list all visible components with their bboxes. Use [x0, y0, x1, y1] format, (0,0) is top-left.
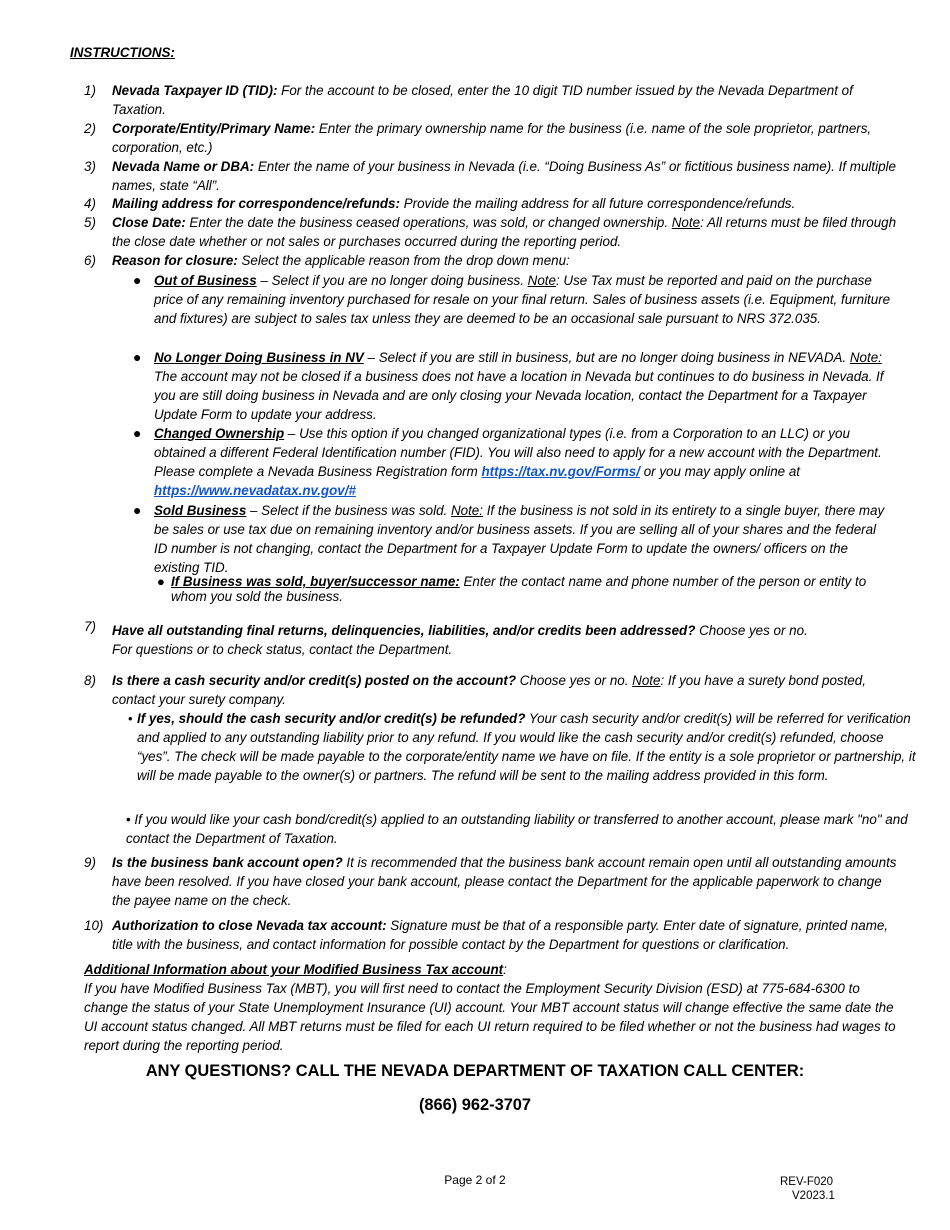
bullet-icon: ● — [133, 349, 142, 365]
note-label: Note — [527, 273, 556, 288]
item-title: Nevada Taxpayer ID (TID): — [112, 83, 278, 98]
item-title: Authorization to close Nevada tax account: — [112, 918, 387, 933]
reason-text: – Select if the business was sold. — [246, 503, 451, 518]
item-text: Provide the mailing address for all future correspondence/refunds. — [399, 196, 796, 211]
reason-text: – Select if you are still in business, but are no longer doing business in NEVADA. — [363, 350, 850, 365]
bullet-icon: • — [126, 812, 131, 827]
instruction-item-1 — [84, 81, 904, 119]
additional-text: If you have Modified Business Tax (MBT), you will first need to contact the Employment Security Division (ESD) at 775-684-6300 to change the status of your State Unemployment Insurance (UI) account. Your MBT account status will change effective the same date the UI account status changed. All MBT returns must be filed for each UI return required to be filed whether or not the business had wages to report during the reporting period. — [84, 981, 896, 1053]
reason-text: The account may not be closed if a business does not have a location in Nevada but continues to do business in Nevada. If you are still doing business in Nevada and are only closing your Nevada location, contact the Department for a Taxpayer Update Form to update your address. — [154, 369, 884, 422]
item-title: Nevada Name or DBA: — [112, 159, 255, 174]
instruction-item-5 — [84, 213, 904, 251]
refund-no-text: If you would like your cash bond/credit(s) applied to an outstanding liability or transferred to another account, please mark "no" and contact the Department of Taxation. — [126, 812, 908, 846]
reason-text: – Use this option if you changed organizational types (i.e. from a Corporation to an LLC) or you obtained a different Federal Identification number (FID). You will also need to apply for a new account with the Department. Please complete a Nevada Business Registration form — [154, 426, 882, 479]
item-title: Mailing address for correspondence/refunds: — [112, 196, 400, 211]
item-number: 10) — [84, 918, 104, 933]
item-number: 6) — [84, 253, 96, 268]
forms-link[interactable]: https://tax.nv.gov/Forms/ — [481, 464, 640, 479]
reason-text: or you may apply online at — [639, 464, 801, 479]
item-number: 5) — [84, 215, 96, 230]
bullet-icon: ● — [133, 502, 142, 518]
item-text: : All returns must be filed through the close date whether or not sales or purchases occurred during the reporting period. — [112, 215, 897, 249]
reason-title: Changed Ownership — [154, 426, 285, 441]
form-version: V2023.1 — [792, 1190, 835, 1202]
bullet-icon: • — [128, 711, 133, 726]
page-number: Page 2 of 2 — [444, 1173, 506, 1187]
reason-changed-ownership — [133, 424, 893, 500]
note-label: Note — [671, 215, 701, 230]
bullet-icon: ● — [157, 574, 165, 589]
item-text: Choose yes or no. — [695, 623, 808, 638]
reason-text: : Use Tax must be reported and paid on the purchase price of any remaining inventory purchased for resale on your final return. Sales of business assets (i.e. Equipment, furniture and fixtures) are subject to sales tax unless they are deemed to be an occasional sale pursuant to NRS 372.035. — [154, 273, 891, 326]
item-text: For questions or to check status, contact the Department. — [112, 642, 453, 657]
bullet-icon: ● — [133, 272, 142, 288]
item-text: Enter the primary ownership name for the business (i.e. name of the sole proprietor, partners, corporation, etc.) — [112, 121, 872, 155]
refund-title: If yes, should the cash security and/or credit(s) be refunded? — [137, 711, 526, 726]
item-text: Enter the date the business ceased operations, was sold, or changed ownership. — [185, 215, 672, 230]
instruction-item-7 — [84, 617, 904, 659]
item-title: Reason for closure: — [112, 253, 238, 268]
additional-colon: : — [503, 962, 507, 977]
item-text: Enter the name of your business in Nevada (i.e. “Doing Business As” or fictitious business name). If multiple names, state “All”. — [112, 159, 896, 193]
item-title: Corporate/Entity/Primary Name: — [112, 121, 316, 136]
item-number: 3) — [84, 159, 96, 174]
refund-text: Your cash security and/or credit(s) will be referred for verification and applied to any outstanding liability prior to any refund. If you would like the cash security and/or credit(s) refunded, choose “yes”. The check will be made payable to the corporate/entity name we have on file. If the entity is a sole proprietor or partnership, it will be made payable to the owner(s) or partners. The refund will be sent to the mailing address provided in this form. — [137, 711, 916, 783]
item-number: 9) — [84, 855, 96, 870]
item-number: 7) — [84, 619, 96, 634]
item-text: For the account to be closed, enter the 10 digit TID number issued by the Nevada Department of Taxation. — [112, 83, 853, 117]
instruction-item-6 — [84, 251, 904, 270]
reason-text: – Select if you are no longer doing business. — [256, 273, 528, 288]
note-label: Note: — [849, 350, 882, 365]
item-text: Signature must be that of a responsible party. Enter date of signature, printed name, title with the business, and contact information for possible contact by the Department for questions or clarification. — [112, 918, 889, 952]
item-text: Choose yes or no. — [516, 673, 633, 688]
item-text: Select the applicable reason from the drop down menu: — [237, 253, 570, 268]
reason-text: If the business is not sold in its entirety to a single buyer, there may be sales or use tax due on remaining inventory and/or business assets. If you are selling all of your shares and the federal ID number is not changing, contact the Department for a Taxpayer Update Form to update the owners/ officers on the existing TID. — [154, 503, 885, 575]
instruction-item-9 — [84, 853, 904, 910]
instruction-item-2 — [84, 119, 904, 157]
form-id: REV-F020 — [780, 1176, 834, 1188]
reason-title: Out of Business — [154, 273, 257, 288]
item-title: Have all outstanding final returns, delinquencies, liabilities, and/or credits been addressed? — [112, 623, 696, 638]
refund-yes-bullet — [128, 709, 918, 785]
item-number: 8) — [84, 673, 96, 688]
note-label: Note: — [450, 503, 483, 518]
nevadatax-link[interactable]: https://www.nevadatax.nv.gov/# — [154, 483, 356, 498]
additional-information — [84, 960, 904, 1055]
item-title: Close Date: — [112, 215, 186, 230]
reason-title: No Longer Doing Business in NV — [154, 350, 364, 365]
instruction-item-8 — [84, 671, 904, 709]
instruction-item-10 — [84, 916, 904, 954]
call-center-phone: (866) 962-3707 — [418, 1096, 532, 1114]
instruction-item-3 — [84, 157, 904, 195]
instructions-heading: INSTRUCTIONS: — [70, 45, 175, 60]
reason-title: Sold Business — [154, 503, 247, 518]
item-number: 1) — [84, 83, 96, 98]
refund-no-bullet — [126, 810, 916, 848]
note-label: Note — [632, 673, 661, 688]
item-title: Is the business bank account open? — [112, 855, 343, 870]
reason-sold-business — [133, 501, 893, 577]
item-text: It is recommended that the business bank account remain open until all outstanding amounts have been resolved. If you have closed your bank account, please contact the Department for the applicable paperwork to change the payee name on the check. — [112, 855, 897, 908]
item-text: : If you have a surety bond posted, contact your surety company. — [112, 673, 866, 707]
item-number: 2) — [84, 121, 96, 136]
call-center-heading: ANY QUESTIONS? CALL THE NEVADA DEPARTMENT OF TAXATION CALL CENTER: — [145, 1062, 805, 1080]
item-number: 4) — [84, 196, 96, 211]
instruction-item-4 — [84, 194, 904, 213]
reason-out-of-business — [133, 271, 893, 328]
bullet-icon: ● — [133, 425, 142, 441]
buyer-successor-bullet — [157, 574, 897, 604]
additional-title: Additional Information about your Modified Business Tax account — [84, 962, 504, 977]
item-title: Is there a cash security and/or credit(s) posted on the account? — [112, 673, 517, 688]
reason-no-longer-in-nv — [133, 348, 893, 424]
buyer-title: If Business was sold, buyer/successor name: — [171, 574, 460, 589]
form-revision — [780, 1175, 835, 1203]
buyer-text: Enter the contact name and phone number of the person or entity to whom you sold the business. — [171, 574, 867, 604]
